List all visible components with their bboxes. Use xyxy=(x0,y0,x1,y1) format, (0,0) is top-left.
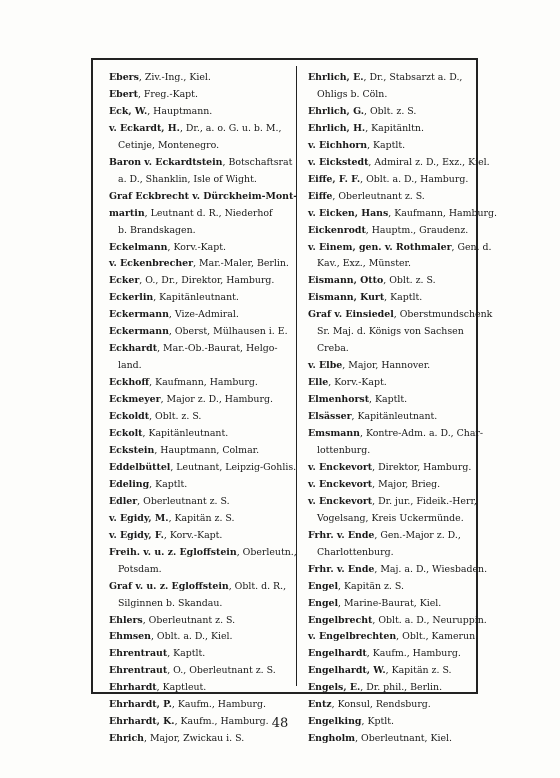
directory-entry xyxy=(308,307,493,324)
directory-entry xyxy=(308,731,474,748)
entry-name: Eckelmann xyxy=(109,241,168,253)
directory-entry xyxy=(109,613,292,630)
entry-name: Eismann, Otto xyxy=(308,275,384,287)
entry-name: v. Elbe xyxy=(308,360,343,372)
entry-name: Engel xyxy=(308,580,339,592)
entry-details: b. Brandskagen. xyxy=(118,224,196,236)
entry-details: , Oberleutnant z. S. xyxy=(332,190,425,202)
column-divider xyxy=(296,66,297,686)
directory-entry xyxy=(109,629,292,646)
page-number: 48 xyxy=(271,716,289,731)
directory-entry xyxy=(109,307,292,324)
entry-details: , Korv.-Kapt. xyxy=(328,377,387,389)
directory-entry xyxy=(109,172,292,189)
entry-details: , Oblt., Kamerun. xyxy=(396,631,479,643)
entry-name: Emsmann xyxy=(308,428,360,440)
entry-details: , Maj. a. D., Wiesbaden. xyxy=(374,563,488,575)
entry-details: , Major, Brieg. xyxy=(372,478,441,490)
entry-name: Eckoldt xyxy=(109,411,150,423)
directory-entry xyxy=(109,206,292,223)
directory-entry xyxy=(308,562,488,579)
directory-entry xyxy=(308,596,474,613)
entry-name: Freih. v. u. z. Egloffstein xyxy=(109,546,237,558)
entry-name: Ehrhardt, K. xyxy=(109,716,175,728)
directory-entry xyxy=(308,629,479,646)
directory-entry xyxy=(308,494,477,511)
entry-name: Baron v. Eckardtstein xyxy=(109,156,223,168)
entry-name: Ehrlich, G. xyxy=(308,105,365,117)
entry-name: Ehmsen xyxy=(109,631,151,643)
directory-entry xyxy=(109,680,292,697)
directory-entry xyxy=(308,256,474,273)
entry-details: , Leutnant, Leipzig-Gohlis. xyxy=(170,461,297,473)
entry-details: , Korv.-Kapt. xyxy=(167,241,227,253)
directory-entry xyxy=(109,562,292,579)
entry-name: v. Eckardt, H. xyxy=(109,122,180,134)
entry-details: , Kptlt. xyxy=(361,716,394,728)
entry-details: , Dr., Stabsarzt a. D., xyxy=(363,72,463,83)
entry-details: , Kaptleut. xyxy=(156,682,207,694)
entry-name: Eck, W. xyxy=(109,105,148,117)
entry-name: v. Enckevort xyxy=(308,495,373,507)
directory-entry xyxy=(308,104,474,121)
directory-entry xyxy=(109,324,292,341)
directory-entry xyxy=(308,409,474,426)
directory-entry xyxy=(308,613,487,630)
entry-details: , Major, Hannover. xyxy=(342,360,431,372)
entry-name: martin xyxy=(109,207,145,219)
directory-entry xyxy=(308,579,474,596)
entry-name: Elmenhorst xyxy=(308,394,370,406)
entry-details: , Kaufmann, Hamburg. xyxy=(149,377,258,389)
entry-details: , Marine-Baurat, Kiel. xyxy=(338,597,442,609)
entry-details: Cetinje, Montenegro. xyxy=(118,139,220,151)
entry-details: , O., Oberleutnant z. S. xyxy=(167,665,276,677)
entry-details: , Botschaftsrat xyxy=(222,156,293,168)
entry-details: , Gen.-Major z. D., xyxy=(374,529,461,541)
entry-details: , Kaptlt. xyxy=(149,478,188,490)
entry-name: Eckhardt xyxy=(109,343,158,355)
entry-details: , Kapitänltn. xyxy=(365,122,424,134)
directory-entry xyxy=(308,189,474,206)
entry-name: Eckstein xyxy=(109,444,155,456)
entry-name: Frhr. v. Ende xyxy=(308,563,375,575)
entry-details: , Kaufm., Hamburg. xyxy=(366,648,461,660)
directory-entry xyxy=(109,731,292,748)
directory-entry xyxy=(109,121,292,138)
entry-details: lottenburg. xyxy=(317,444,371,456)
entry-name: Eckolt xyxy=(109,428,143,440)
directory-entry xyxy=(308,290,474,307)
entry-details: , O., Dr., Direktor, Hamburg. xyxy=(139,275,275,287)
entry-details: , Kaufm., Hamburg. xyxy=(171,699,266,711)
directory-entry xyxy=(308,646,474,663)
directory-entry xyxy=(109,426,292,443)
directory-entry xyxy=(308,426,484,443)
directory-entry xyxy=(109,460,297,477)
directory-entry xyxy=(308,511,474,528)
entry-name: Edler xyxy=(109,495,138,507)
directory-entry xyxy=(308,680,474,697)
entry-name: Graf v. u. z. Egloffstein xyxy=(109,580,229,592)
entry-name: Elle xyxy=(308,377,329,389)
entry-name: Eickenrodt xyxy=(308,224,366,236)
entry-name: Eckermann xyxy=(109,326,169,338)
directory-entry xyxy=(308,697,474,714)
entry-details: , Oblt. z. S. xyxy=(383,275,436,287)
entry-details: , Major, Zwickau i. S. xyxy=(144,733,245,745)
entry-name: Ehrlich, H. xyxy=(308,122,366,134)
entry-details: , Konsul, Rendsburg. xyxy=(331,699,431,711)
entry-name: Ebers xyxy=(109,72,139,83)
entry-details: Silginnen b. Skandau. xyxy=(118,597,223,609)
directory-entry xyxy=(109,579,292,596)
entry-details: , Ziv.-Ing., Kiel. xyxy=(138,72,211,83)
entry-name: v. Eichhorn xyxy=(308,139,368,151)
entry-name: v. Enckevort xyxy=(308,461,373,473)
entry-name: Ehrich xyxy=(109,733,144,745)
entry-name: Graf v. Einsiedel xyxy=(308,309,394,321)
directory-entry xyxy=(109,138,292,155)
entry-name: v. Eicken, Hans xyxy=(308,207,389,219)
entry-details: Kav., Exz., Münster. xyxy=(317,258,411,270)
entry-name: v. Eckenbrecher xyxy=(109,258,194,270)
right-column xyxy=(308,70,498,748)
entry-details: , Oblt. z. S. xyxy=(364,105,417,117)
entry-name: Ebert xyxy=(109,88,138,100)
entry-details: , Kaptlt. xyxy=(167,648,206,660)
directory-entry xyxy=(109,375,292,392)
directory-entry xyxy=(109,189,298,206)
directory-entry xyxy=(308,324,474,341)
entry-details: , Mar.-Maler, Berlin. xyxy=(193,258,289,270)
directory-entry xyxy=(308,70,474,87)
entry-details: , Oblt. d. R., xyxy=(228,580,287,592)
entry-name: Ehlers xyxy=(109,614,143,626)
entry-name: Eiffe xyxy=(308,190,333,202)
entry-name: Eckmeyer xyxy=(109,394,161,406)
entry-name: Ehrhardt, P. xyxy=(109,699,172,711)
entry-name: Engelhardt xyxy=(308,648,367,660)
entry-details: , Kapitänleutnant. xyxy=(142,428,229,440)
entry-name: Ehrlich, E. xyxy=(308,72,364,83)
directory-entry xyxy=(308,240,492,257)
directory-entry xyxy=(109,443,292,460)
directory-entry xyxy=(109,104,292,121)
directory-entry xyxy=(109,240,292,257)
entry-details: a. D., Shanklin, Isle of Wight. xyxy=(118,173,257,185)
entry-details: Potsdam. xyxy=(118,563,162,575)
entry-details: , Dr. phil., Berlin. xyxy=(360,682,443,694)
directory-entry xyxy=(308,528,474,545)
directory-entry xyxy=(109,511,292,528)
directory-entry xyxy=(308,443,474,460)
directory-entry xyxy=(308,375,474,392)
entry-details: , Kapitänleutnant. xyxy=(351,411,438,423)
entry-name: Ehrhardt xyxy=(109,682,157,694)
directory-entry xyxy=(308,545,474,562)
entry-details: , Kapitän z. S. xyxy=(385,665,452,677)
directory-entry xyxy=(308,341,474,358)
entry-name: Eckermann xyxy=(109,309,169,321)
entry-name: Eckhoff xyxy=(109,377,150,389)
entry-details: , Oberstmundschenk xyxy=(393,309,493,321)
entry-name: v. Egidy, F. xyxy=(109,529,164,541)
entry-name: Ecker xyxy=(109,275,140,287)
entry-details: , Hauptmann, Colmar. xyxy=(154,444,260,456)
entry-name: Eismann, Kurt xyxy=(308,292,385,304)
entry-details: , Oberleutnant z. S. xyxy=(137,495,230,507)
entry-name: Engelhardt, W. xyxy=(308,665,386,677)
directory-entry xyxy=(109,494,292,511)
entry-name: Engel xyxy=(308,597,339,609)
directory-entry xyxy=(109,545,297,562)
entry-name: Eckerlin xyxy=(109,292,154,304)
entry-name: Engelking xyxy=(308,716,362,728)
entry-name: v. Enckevort xyxy=(308,478,373,490)
directory-entry xyxy=(308,358,474,375)
entry-name: Edeling xyxy=(109,478,150,490)
entry-details: Sr. Maj. d. Königs von Sachsen xyxy=(317,326,464,338)
entry-details: , Dr. jur., Fideik.-Herr, xyxy=(372,495,477,507)
directory-entry xyxy=(109,409,292,426)
entry-details: , Hauptmann. xyxy=(147,105,213,117)
entry-name: Engholm xyxy=(308,733,356,745)
directory-entry xyxy=(308,460,474,477)
entry-name: Engelbrecht xyxy=(308,614,373,626)
directory-entry xyxy=(308,273,474,290)
entry-details: , Korv.-Kapt. xyxy=(163,529,223,541)
entry-details: , Oblt. a. D., Hamburg. xyxy=(360,173,469,185)
entry-details: Creba. xyxy=(317,343,349,355)
directory-entry xyxy=(109,477,292,494)
directory-entry xyxy=(109,87,292,104)
entry-details: , Hauptm., Graudenz. xyxy=(365,224,469,236)
entry-details: , Kapitänleutnant. xyxy=(153,292,239,304)
directory-entry xyxy=(109,256,292,273)
directory-entry xyxy=(109,70,292,87)
entry-name: Elsässer xyxy=(308,411,352,423)
directory-entry xyxy=(308,392,474,409)
entry-name: v. Eickstedt xyxy=(308,156,369,168)
entry-details: , Kapitän z. S. xyxy=(168,512,235,524)
directory-entry xyxy=(308,121,474,138)
directory-entry xyxy=(308,172,474,189)
entry-name: Entz xyxy=(308,699,332,711)
entry-name: Eiffe, F. F. xyxy=(308,173,361,185)
directory-entry xyxy=(109,663,292,680)
directory-entry xyxy=(308,87,474,104)
directory-entry xyxy=(308,477,474,494)
directory-entry xyxy=(109,341,292,358)
left-column xyxy=(109,70,298,748)
entry-name: v. Einem, gen. v. Rothmaler xyxy=(308,241,452,253)
entry-details: , Freg.-Kapt. xyxy=(137,88,198,100)
directory-entry xyxy=(308,206,498,223)
entry-details: land. xyxy=(118,360,142,372)
directory-entry xyxy=(109,273,292,290)
entry-details: , Kontre-Adm. a. D., Char- xyxy=(359,428,484,440)
entry-name: Ehrentraut xyxy=(109,665,168,677)
entry-details: , Dr., a. o. G. u. b. M., xyxy=(179,122,282,134)
entry-details: , Kaptlt. xyxy=(369,394,408,406)
entry-details: , Admiral z. D., Exz., Kiel. xyxy=(368,156,490,168)
entry-name: v. Egidy, M. xyxy=(109,512,169,524)
entry-details: Charlottenburg. xyxy=(317,546,394,558)
entry-details: , Kapitän z. S. xyxy=(338,580,404,592)
entry-details: Vogelsang, Kreis Uckermünde. xyxy=(317,512,464,524)
entry-details: , Kaufmann, Hamburg. xyxy=(388,207,498,219)
directory-entry xyxy=(308,223,474,240)
entry-details: , Direktor, Hamburg. xyxy=(372,461,472,473)
directory-entry xyxy=(109,155,292,172)
entry-details: , Mar.-Ob.-Baurat, Helgo- xyxy=(157,343,278,355)
directory-entry xyxy=(109,697,292,714)
directory-entry xyxy=(109,358,292,375)
entry-name: Graf Eckbrecht v. Dürckheim-Mont- xyxy=(109,190,298,202)
directory-entry xyxy=(109,646,292,663)
entry-name: Ehrentraut xyxy=(109,648,168,660)
entry-details: , Oberst, Mülhausen i. E. xyxy=(168,326,288,338)
entry-details: , Kaufm., Hamburg. xyxy=(174,716,269,728)
entry-details: , Oberleutnant z. S. xyxy=(142,614,236,626)
entry-name: Eddelbüttel xyxy=(109,461,171,473)
entry-details: , Gen. d. xyxy=(451,241,492,253)
entry-details: , Oberleutnant, Kiel. xyxy=(355,733,453,745)
entry-details: , Kaptlt. xyxy=(384,292,423,304)
entry-details: Ohligs b. Cöln. xyxy=(317,88,388,100)
directory-entry xyxy=(109,596,292,613)
directory-entry xyxy=(308,155,490,172)
entry-name: v. Engelbrechten xyxy=(308,631,397,643)
entry-details: , Oblt. a. D., Kiel. xyxy=(150,631,233,643)
entry-details: , Oblt. z. S. xyxy=(149,411,202,423)
entry-details: , Leutnant d. R., Niederhof xyxy=(144,207,273,219)
entry-details: , Major z. D., Hamburg. xyxy=(160,394,273,406)
entry-details: , Kaptlt. xyxy=(367,139,406,151)
directory-entry xyxy=(308,663,474,680)
entry-details: , Oberleutn., xyxy=(236,546,297,558)
directory-entry xyxy=(109,392,292,409)
directory-entry xyxy=(109,223,292,240)
directory-entry xyxy=(109,528,292,545)
entry-details: , Vize-Admiral. xyxy=(168,309,239,321)
entry-name: Engels, E. xyxy=(308,682,361,694)
directory-entry xyxy=(109,290,292,307)
entry-name: Frhr. v. Ende xyxy=(308,529,375,541)
directory-entry xyxy=(308,138,474,155)
entry-details: , Oblt. a. D., Neuruppin. xyxy=(372,614,487,626)
